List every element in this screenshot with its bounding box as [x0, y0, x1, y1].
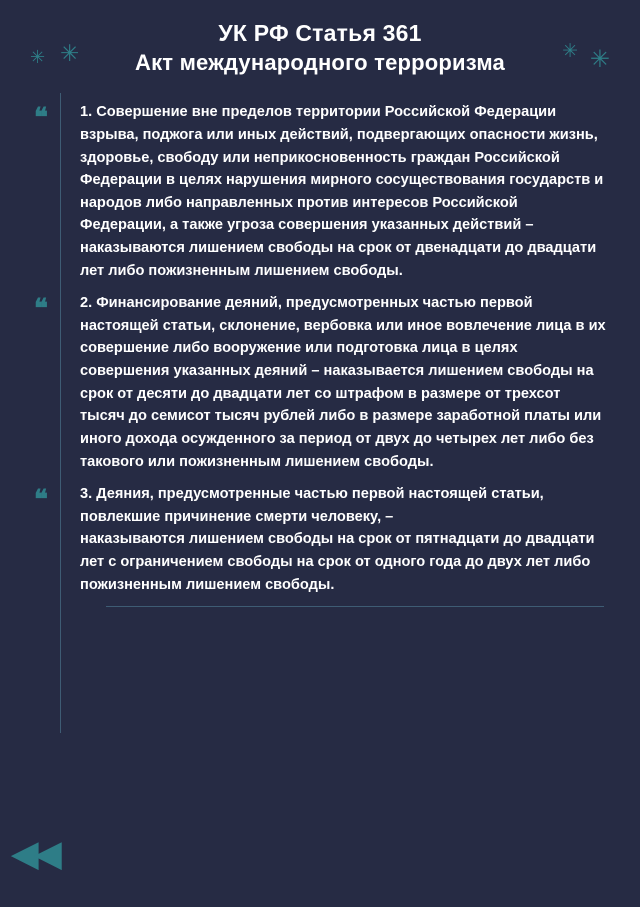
page-title: УК РФ Статья 361 [218, 20, 422, 46]
sparkle-icon: ✳ [589, 46, 610, 73]
bottom-divider [106, 606, 604, 607]
article-part-text: 3. Деяния, предусмотренные частью первой настоящей статьи, повлекшие причинение смерти человеку, – [80, 486, 544, 525]
quote-icon: ❝ [34, 293, 47, 324]
article-part-punishment: наказываются лишением свободы на срок от пятнадцати до двадцати лет с ограничением свободы на срок от одного года до двух лет либо пожизненным лишением свободы. [80, 531, 595, 593]
document-body [0, 93, 640, 607]
page-subtitle: Акт международного терроризма [135, 50, 505, 76]
article-part-text: 2. Финансирование деяний, предусмотренных частью первой настоящей статьи, склонение, вербовка или иное вовлечение лица в их совершение либо вооружение или подготовка лица в целях совершения указанных деяний – наказывается лишением свободы на срок от десяти до двадцати лет со штрафом в размере от трехсот тысяч до семисот тысяч рублей либо в размере заработной платы или иного дохода осужденного за период от двух до четырех лет либо без такового или пожизненным лишением свободы. [80, 295, 606, 470]
article-part-body [72, 292, 606, 473]
sparkle-icon: ✳ [562, 41, 578, 62]
sparkle-icon: ✳ [30, 47, 46, 67]
quote-icon: ❝ [34, 484, 47, 515]
article-part [34, 101, 606, 282]
article-part-body [72, 101, 606, 282]
sparkle-icon: ✳ [60, 40, 80, 66]
article-part [34, 292, 606, 473]
document-header [0, 0, 640, 93]
article-part [34, 483, 606, 596]
article-part-text: 1. Совершение вне пределов территории Российской Федерации взрыва, поджога или иных действий, подвергающих опасности жизнь, здоровье, свободу или неприкосновенность граждан Российской Федерации в целях нарушения мирного сосуществования государств и народов либо направленных против интересов Российской Федерации, а также угроза совершения указанных действий – [80, 104, 604, 234]
article-part-punishment: наказываются лишением свободы на срок от двенадцати до двадцати лет либо пожизненным лишением свободы. [80, 240, 597, 279]
quote-icon: ❝ [34, 102, 47, 133]
brand-logo-icon: ◀◀ [12, 835, 59, 873]
article-part-body [72, 483, 606, 596]
